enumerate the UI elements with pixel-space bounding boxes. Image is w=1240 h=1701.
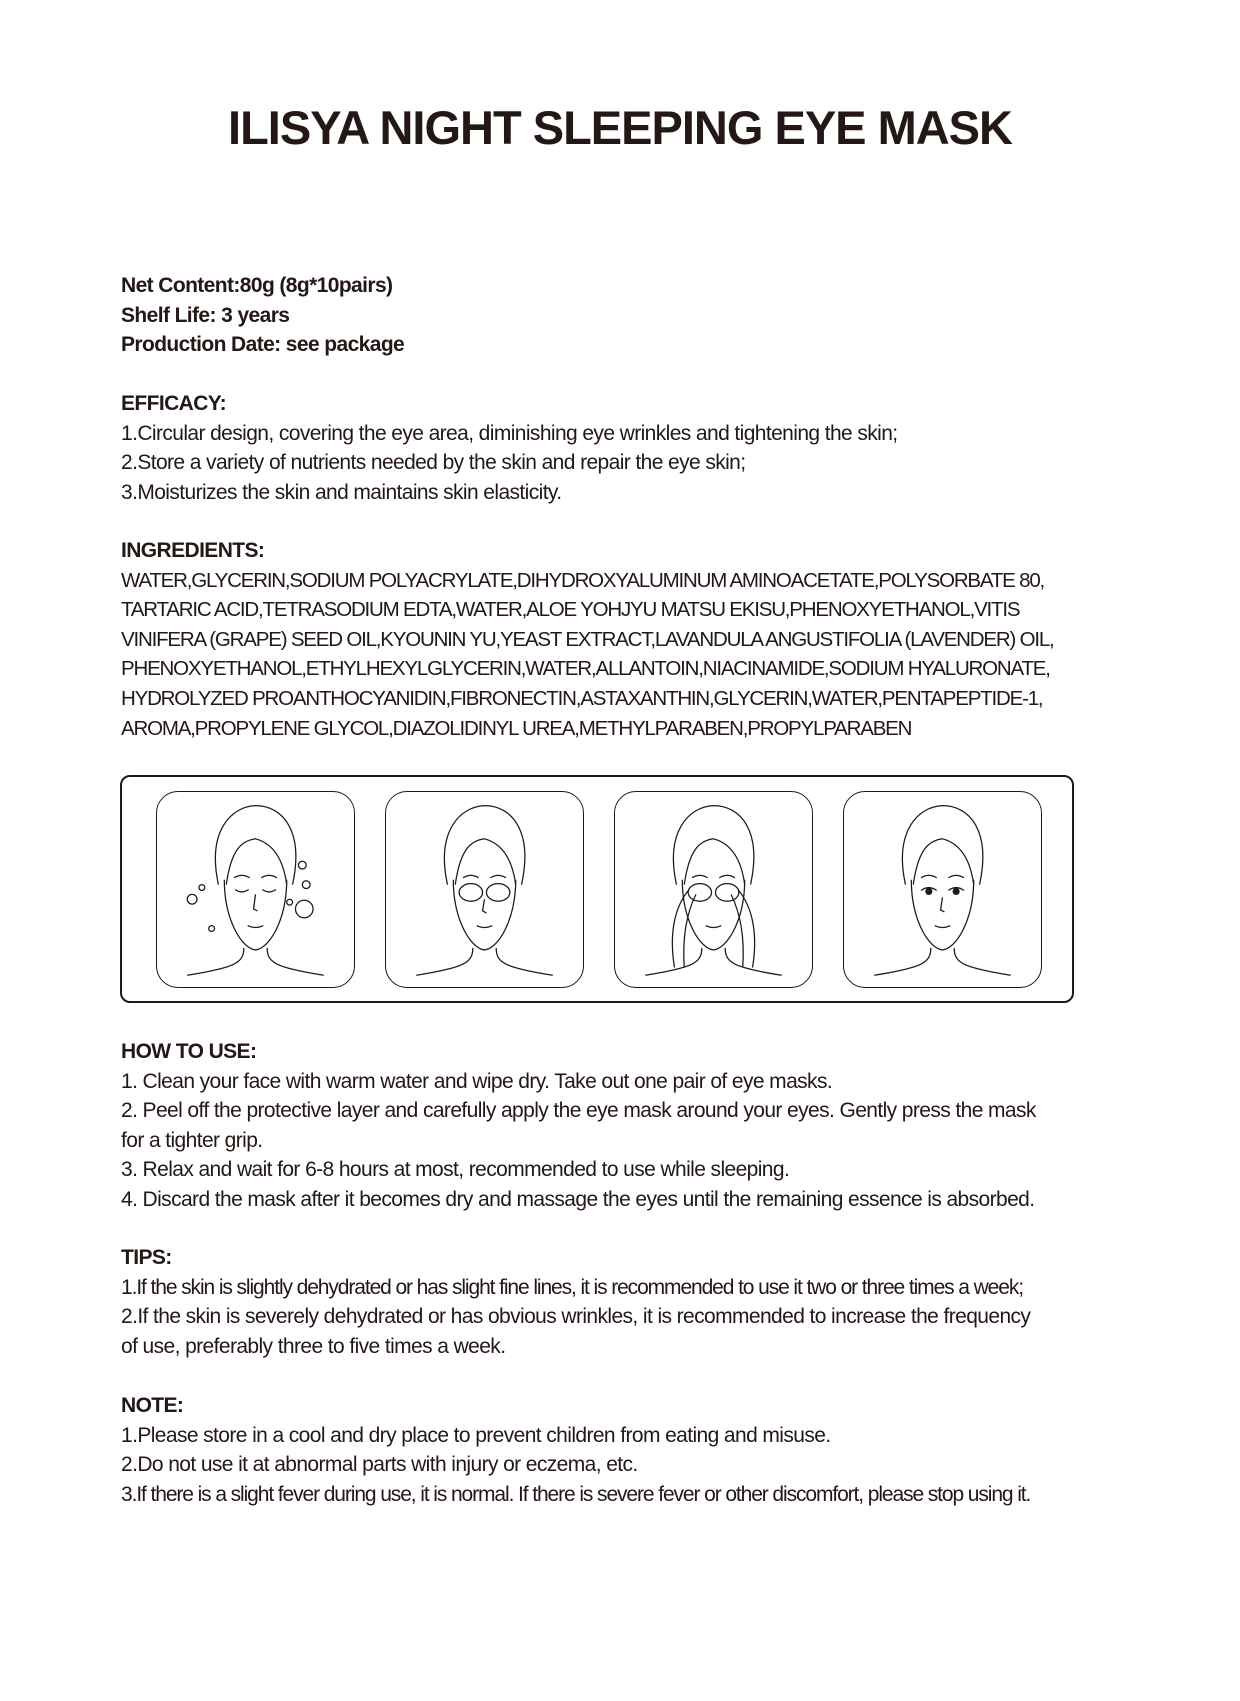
ingredients-line: AROMA,PROPYLENE GLYCOL,DIAZOLIDINYL UREA,METHYLPARABEN,PROPYLPARABEN [121,716,912,740]
efficacy-section [121,389,1161,507]
efficacy-heading: EFFICACY: [121,392,227,415]
tips-line: of use, preferably three to five times a week. [121,1334,506,1358]
tips-line: 2.If the skin is severely dehydrated or has obvious wrinkles, it is recommended to increase the frequency [121,1305,1031,1329]
ingredients-heading: INGREDIENTS: [121,539,265,562]
efficacy-line: 1.Circular design, covering the eye area, diminishing eye wrinkles and tightening the skin; [121,421,898,445]
usage-illustrations [120,775,1074,1003]
how-to-use-line: 3. Relax and wait for 6-8 hours at most, recommended to use while sleeping. [121,1158,790,1182]
step-4-result-illustration [843,791,1042,988]
how-to-use-heading: HOW TO USE: [121,1040,257,1063]
step-2-apply-mask-illustration [385,791,584,988]
note-line: 2.Do not use it at abnormal parts with injury or eczema, etc. [121,1453,638,1477]
note-line: 1.Please store in a cool and dry place to prevent children from eating and misuse. [121,1423,831,1447]
note-section [121,1391,1161,1509]
how-to-use-line: for a tighter grip. [121,1128,263,1152]
efficacy-line: 2.Store a variety of nutrients needed by the skin and repair the eye skin; [121,451,746,475]
how-to-use-line: 1. Clean your face with warm water and wipe dry. Take out one pair of eye masks. [121,1069,833,1093]
note-line: 3.If there is a slight fever during use, it is normal. If there is severe fever or other discomfort, please stop using it. [121,1482,1031,1506]
how-to-use-line: 4. Discard the mask after it becomes dry and massage the eyes until the remaining essence is absorbed. [121,1187,1035,1211]
note-heading: NOTE: [121,1394,184,1417]
ingredients-line: PHENOXYETHANOL,ETHYLHEXYLGLYCERIN,WATER,ALLANTOIN,NIACINAMIDE,SODIUM HYALURONATE, [121,657,1050,681]
tips-heading: TIPS: [121,1246,172,1269]
net-content: Net Content:80g (8g*10pairs) [121,274,393,297]
how-to-use-line: 2. Peel off the protective layer and carefully apply the eye mask around your eyes. Gently press the mask [121,1099,1036,1123]
tips-line: 1.If the skin is slightly dehydrated or has slight fine lines, it is recommended to use it two or three times a week; [121,1275,1023,1299]
how-to-use-section [121,1037,1161,1215]
ingredients-line: HYDROLYZED PROANTHOCYANIDIN,FIBRONECTIN,ASTAXANTHIN,GLYCERIN,WATER,PENTAPEPTIDE-1, [121,686,1043,710]
step-3-press-mask-illustration [614,791,813,988]
step-1-cleanse-illustration [156,791,355,988]
efficacy-line: 3.Moisturizes the skin and maintains skin elasticity. [121,480,562,504]
ingredients-line: TARTARIC ACID,TETRASODIUM EDTA,WATER,ALOE YOHJYU MATSU EKISU,PHENOXYETHANOL,VITIS [121,598,1020,622]
production-date: Production Date: see package [121,333,405,357]
product-info [121,271,1161,360]
ingredients-section [121,536,1161,743]
ingredients-line: WATER,GLYCERIN,SODIUM POLYACRYLATE,DIHYDROXYALUMINUM AMINOACETATE,POLYSORBATE 80, [121,568,1045,592]
page-title: ILISYA NIGHT SLEEPING EYE MASK [228,101,1012,154]
tips-section [121,1243,1161,1361]
ingredients-line: VINIFERA (GRAPE) SEED OIL,KYOUNIN YU,YEAST EXTRACT,LAVANDULA ANGUSTIFOLIA (LAVENDER) OIL, [121,627,1054,651]
shelf-life: Shelf Life: 3 years [121,303,290,327]
